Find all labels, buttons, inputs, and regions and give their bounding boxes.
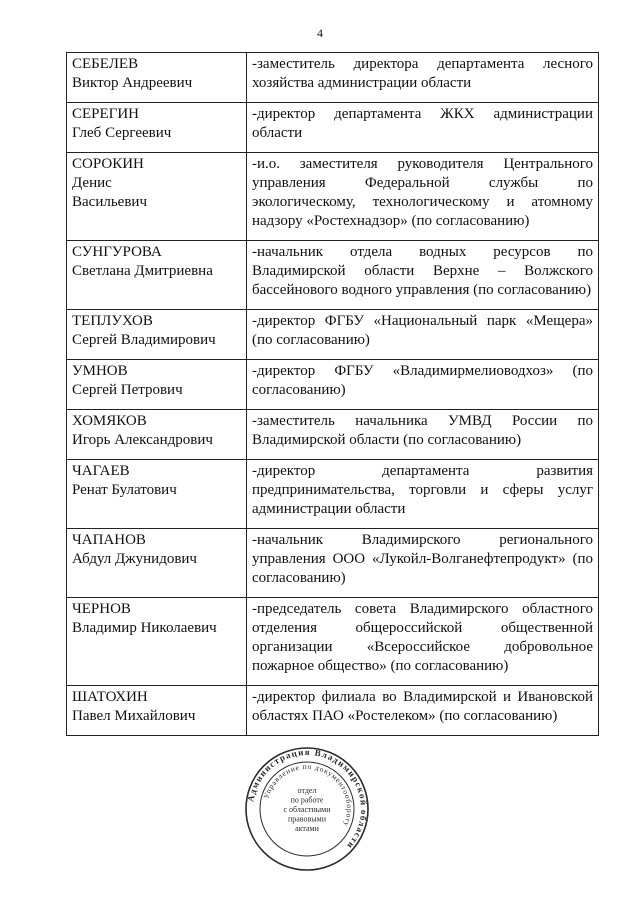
- member-role: -директор департамента ЖКХ администрации области: [247, 103, 599, 153]
- seal-center-line: отдел: [297, 786, 317, 795]
- table-row: [67, 53, 599, 103]
- member-role: -заместитель начальника УМВД России по Владимирской области (по согласованию): [247, 410, 599, 460]
- seal-outer-text: Администрация Владимирской области: [245, 746, 370, 852]
- seal-center-text: [283, 786, 331, 833]
- member-name: УМНОВ Сергей Петрович: [67, 360, 247, 410]
- table-row: [67, 686, 599, 736]
- seal-graphic: [244, 746, 370, 872]
- table-row: [67, 241, 599, 310]
- member-name: ХОМЯКОВ Игорь Александрович: [67, 410, 247, 460]
- member-role: -директор ФГБУ «Национальный парк «Мещера» (по согласованию): [247, 310, 599, 360]
- seal-center-line: правовыми: [287, 814, 327, 824]
- member-name: ТЕПЛУХОВ Сергей Владимирович: [67, 310, 247, 360]
- table-row: [67, 598, 599, 686]
- member-name: ЧАГАЕВ Ренат Булатович: [67, 460, 247, 529]
- seal-center-line: актами: [295, 824, 319, 833]
- table-row: [67, 529, 599, 598]
- official-seal: [244, 746, 370, 872]
- member-name: СУНГУРОВА Светлана Дмитриевна: [67, 241, 247, 310]
- member-name: ЧАПАНОВ Абдул Джунидович: [67, 529, 247, 598]
- member-role: -директор ФГБУ «Владимирмелиоводхоз» (по согласованию): [247, 360, 599, 410]
- member-role: -и.о. заместителя руководителя Центрального управления Федеральной службы по экологическому, технологическому и атомному надзору «Ростехнадзор» (по согласованию): [247, 153, 599, 241]
- member-role: -начальник Владимирского регионального управления ООО «Лукойл-Волганефтепродукт» (по согласованию): [247, 529, 599, 598]
- member-role: -начальник отдела водных ресурсов по Владимирской области Верхне – Волжского бассейнового водного управления (по согласованию): [247, 241, 599, 310]
- member-role: -заместитель директора департамента лесного хозяйства администрации области: [247, 53, 599, 103]
- table-row: [67, 153, 599, 241]
- member-role: -директор департамента развития предпринимательства, торговли и сферы услуг администрации области: [247, 460, 599, 529]
- seal-inner-text: Управление по документообороту: [261, 761, 355, 829]
- member-name: ЧЕРНОВ Владимир Николаевич: [67, 598, 247, 686]
- member-name: СОРОКИН Денис Васильевич: [67, 153, 247, 241]
- table-row: [67, 410, 599, 460]
- member-name: СЕБЕЛЕВ Виктор Андреевич: [67, 53, 247, 103]
- table-row: [67, 460, 599, 529]
- member-name: ШАТОХИН Павел Михайлович: [67, 686, 247, 736]
- member-role: -директор филиала во Владимирской и Ивановской областях ПАО «Ростелеком» (по согласованию): [247, 686, 599, 736]
- member-role: -председатель совета Владимирского областного отделения общероссийской общественной организации «Всероссийское добровольное пожарное общество» (по согласованию): [247, 598, 599, 686]
- seal-center-line: по работе: [290, 795, 324, 805]
- table-row: [67, 360, 599, 410]
- members-table: [66, 52, 599, 736]
- seal-center-line: с областными: [283, 805, 331, 814]
- table-row: [67, 103, 599, 153]
- member-name: СЕРЕГИН Глеб Сергеевич: [67, 103, 247, 153]
- page-number: 4: [317, 26, 323, 40]
- table-row: [67, 310, 599, 360]
